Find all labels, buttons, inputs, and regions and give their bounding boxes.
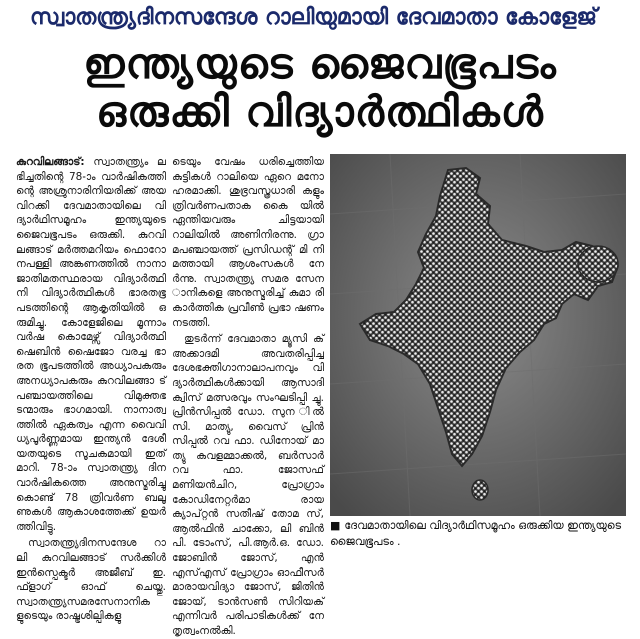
caption-text: ദേവമാതായിലെ വിദ്യാർഥിസമൂഹം ഒരുക്കിയ ഇന്ത്യയുടെ ജൈവഭൂപടം . <box>330 519 622 548</box>
caption-marker: ■ <box>330 519 341 532</box>
india-map-photo <box>330 154 626 516</box>
article-paragraph <box>16 155 166 534</box>
article-paragraph: സ്വാതന്ത്ര്യദിനസന്ദേശ റാ ലി കുറവിലങ്ങാട് സർക്കിൾ ഇൻസ്പെക്ടർ അജീബ് ഇ. ഫ്ളാഗ് ഓഫ് ചെയ്തു. സ്വാതന്ത്ര്യസമരസേനാനിക ളുടെയും രാഷ്ട്രശില്പികളു <box>16 537 166 623</box>
dateline: കുറവിലങ്ങാട്: <box>16 156 85 168</box>
headline-line-1: ഇന്ത്യയുടെ ജൈവഭൂപടം <box>83 39 557 88</box>
article-paragraph: ടെയും വേഷം ധരിച്ചെത്തിയ കുട്ടികൾ റാലിയെ ഏറെ മനോ ഹരമാക്കി. ശുഭ്രവസ്ത്രധാരി കളും ത്രിവർണപതാക കൈ യിൽ ഏന്തിയവരും ചിട്ടയായി റാലിയിൽ അണിനിരന്നു. ഗ്രാ മപഞ്ചായത്ത് പ്രസിഡന്റ് മി നി മത്തായി ആശംസകൾ നേ ർന്നു. സ്വാതന്ത്ര്യ സമര സേന ാനികളെ അനുസ്മരിച്ച് കുമാ രി കാർത്തിക പ്രവീൺ പ്രഭാ ഷണം നടത്തി. <box>172 156 324 329</box>
northeast-region <box>578 246 618 282</box>
island-shape <box>472 480 488 500</box>
paragraph-text: സ്വാതന്ത്ര്യം ല ഭിച്ചതിന്റെ 78-ാം വാർഷികത്തി ന്റെ അശ്രുനാരിനിയരിക്ക് അയ വിറക്കി ദേവമാതായിലെ വി ദ്യാർഥിസമൂഹം ഇന്ത്യയുടെ ജൈവഭൂപടം ഒരുക്കി. കുറവി ലങ്ങാട് മർത്തമറിയം ഫൊറോ നപള്ളി അങ്കണത്തിൽ നാനാ ജാതിമതസ്ഥരായ വിദ്യാർത്ഥി നി വിദ്യാർത്ഥികൾ ഭാരതഭൂ പടത്തിന്റെ ആകൃതിയിൽ ഒ രുമിച്ചു. കോളേജിലെ മൂന്നാം വർഷ കൊമേഴ്സ് വിദ്യാർത്ഥി ഷെബിൻ ഷൈജോ വരച്ച ഭാ രത ഭൂപടത്തിൽ അധ്യാപകരും അനധ്യാപകരും കുറവിലങ്ങാ ട് പഞ്ചായത്തിലെ വിമുക്തഭ ടന്മാരും ഭാഗമായി. നാനാത്വ ത്തിൽ ഏകത്വം എന്ന വൈവി ധ്യപൂർണ്ണമായ ഇന്ത്യൻ ദേശീ യതയുടെ സൂചകമായി ഇത് മാറി. 78-ാം സ്വാതന്ത്ര്യ ദിന വാർഷികത്തെ അനുസ്മരിച്ചു കൊണ്ട് 78 ത്രിവർണ ബലൂ ണുകൾ ആകാശത്തേക്ക് ഉയർ ത്തിവിട്ടു. <box>16 156 166 533</box>
headline-line-2: ഒരുക്കി വിദ്യാർത്ഥികൾ <box>96 87 544 136</box>
article-column-1 <box>16 155 166 623</box>
kicker-headline: സ്വാതന്ത്ര്യദിനസന്ദേശ റാലിയുമായി ദേവമാതാ കോളേജ് <box>30 5 597 30</box>
news-photo <box>330 154 626 516</box>
photo-caption <box>330 518 626 550</box>
main-headline <box>0 40 640 136</box>
article-paragraph: തുടർന്ന് ദേവമാതാ മ്യൂസി ക് അക്കാദമി അവതരിപ്പിച്ച ദേശഭക്തിഗാനാലാപനവും വി ദ്യാർത്ഥികൾക്കായി ആസാദി ക്വിസ് മത്സരവും സംഘടിപ്പി ച്ചു. പ്രിൻസിപ്പൽ ഡോ. സുന ിൽ സി. മാത്യു, വൈസ് പ്രിൻ സിപ്പൽ റവ ഫാ. ഡിനോയ് മാ ത്യു കവളമ്മാക്കൽ, ബർസാർ റവ ഫാ. ജോസഫ് മണിയൻചിറ, പ്രോഗ്രാം കോഡിനേറ്റർമാ രായ ക്യാപ്റ്റൻ സതീഷ് തോമ സ്, ആൽഫിൻ ചാക്കോ, ലി ബിൻ പി. ടോംസ്, പി.ആർ.ഒ. ഡോ. ജോബിൻ ജോസ്, എൻ എസ്എസ് പ്രോഗ്രാം ഓഫീസർ മാരായവിദ്യാ ജോസ്, ജിതിൻ ജോയ്, ടാൻസൺ സിറിയക് എന്നിവർ പരിപാടികൾക്ക് നേ തൃത്വംനൽകി. <box>172 333 324 637</box>
article-column-2 <box>172 155 324 637</box>
